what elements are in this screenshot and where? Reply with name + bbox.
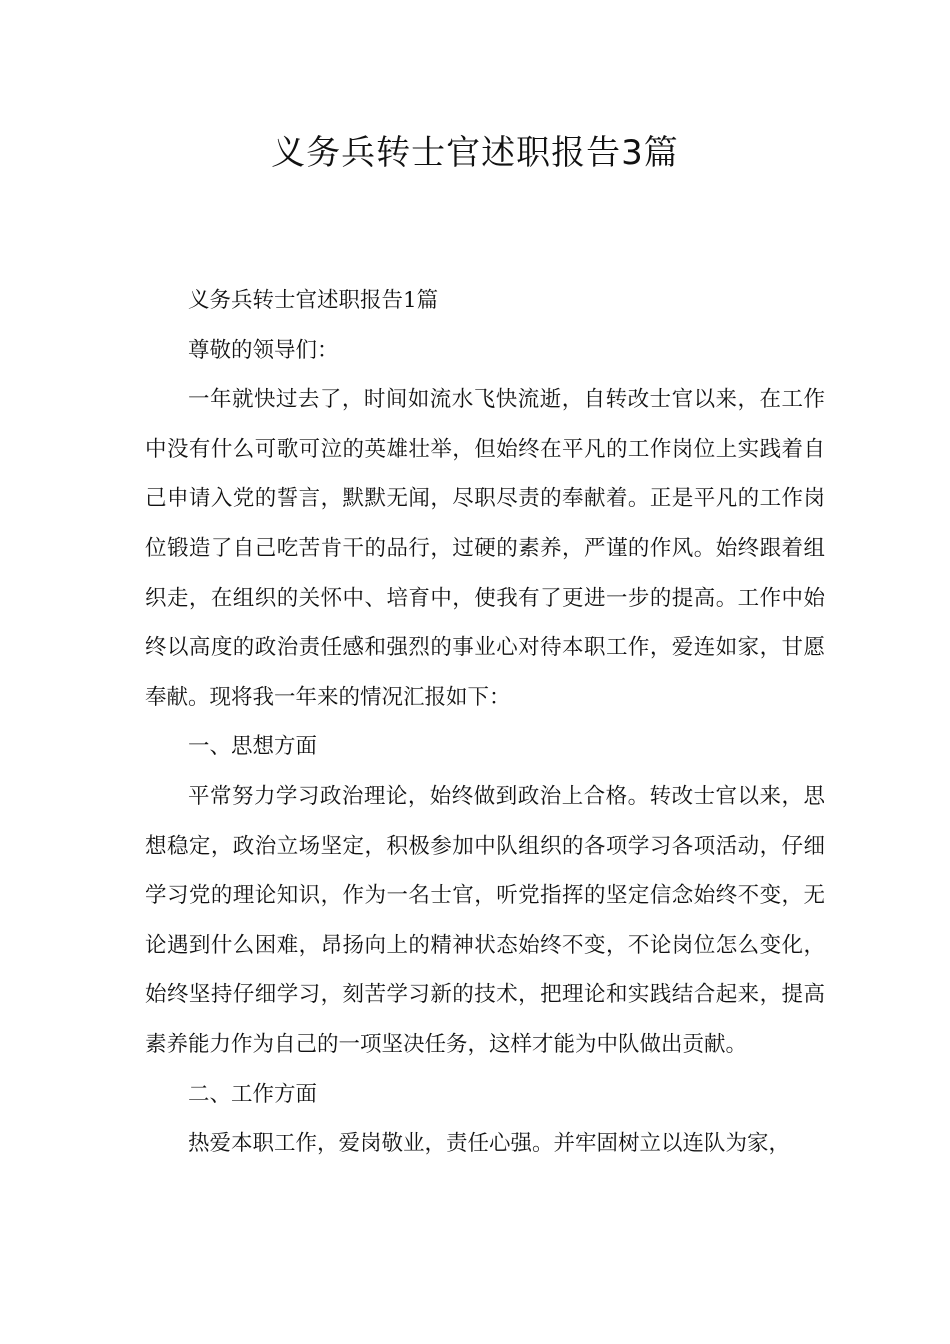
report-subtitle: 义务兵转士官述职报告1篇 [188, 288, 439, 313]
document-title: 义务兵转士官述职报告3篇 [271, 133, 679, 173]
document-body [145, 276, 825, 1169]
greeting: 尊敬的领导们： [188, 337, 339, 363]
section-heading-thought: 一、思想方面 [188, 734, 318, 760]
intro-paragraph: 一年就快过去了，时间如流水飞快流逝，自转改士官以来，在工作中没有什么可歌可泣的英雄壮举，但始终在平凡的工作岗位上实践着自己申请入党的誓言，默默无闻，尽职尽责的奉献着。正是平凡的工作岗位锻造了自己吃苦肯干的品行，过硬的素养，严谨的作风。始终跟着组织走，在组织的关怀中、培育中，使我有了更进一步的提高。工作中始终以高度的政治责任感和强烈的事业心对待本职工作，爱连如家，甘愿奉献。现将我一年来的情况汇报如下： [145, 387, 825, 710]
thought-paragraph: 平常努力学习政治理论，始终做到政治上合格。转改士官以来，思想稳定，政治立场坚定，积极参加中队组织的各项学习各项活动，仔细学习党的理论知识，作为一名士官，听党指挥的坚定信念始终不变，无论遇到什么困难，昂扬向上的精神状态始终不变，不论岗位怎么变化，始终坚持仔细学习，刻苦学习新的技术，把理论和实践结合起来，提高素养能力作为自己的一项坚决任务，这样才能为中队做出贡献。 [145, 783, 825, 1057]
section-heading-work: 二、工作方面 [188, 1081, 318, 1107]
work-paragraph: 热爱本职工作，爱岗敬业，责任心强。并牢固树立以连队为家， [188, 1131, 791, 1157]
